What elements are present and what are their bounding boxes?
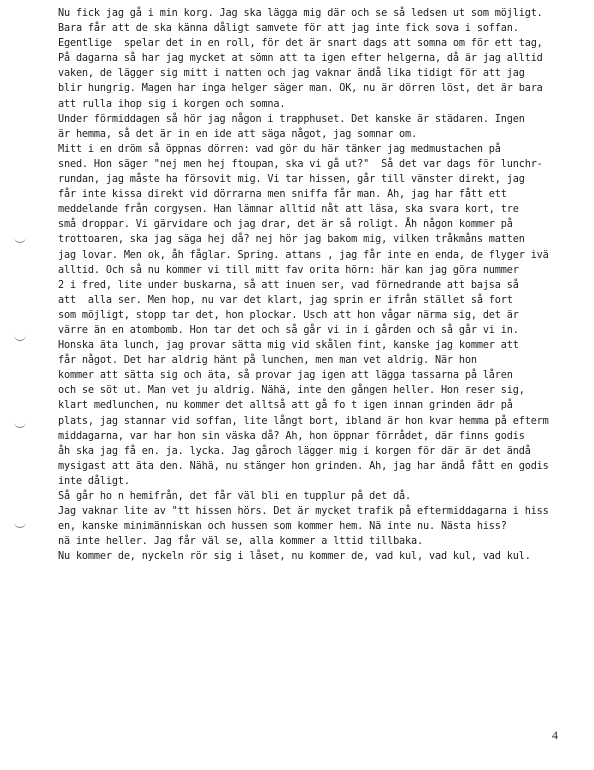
margin-mark — [14, 334, 26, 341]
text-line: middagarna, var har hon sin väska då? Ah, hon öppnar förrådet, där finns godis — [58, 430, 525, 442]
text-line: Egentlige spelar det in en roll, för det är snart dags att somna om för ett tag, — [58, 38, 543, 50]
text-line: Mitt i en dröm så öppnas dörren: vad gör du här tänker jag medmustachen på — [58, 143, 501, 155]
text-line: att rulla ihop sig i korgen och somna. — [58, 98, 286, 110]
text-line: plats, jag stannar vid soffan, lite långt bort, ibland är hon kvar hemma på efterm — [58, 415, 549, 427]
text-line: sned. Hon säger "nej men hej ftoupan, ska vi gå ut?" Så det var dags för lunchr- — [58, 158, 543, 170]
text-line: och se söt ut. Man vet ju aldrig. Nähä, inte den gången heller. Hon reser sig, — [58, 385, 525, 397]
text-line: Honska äta lunch, jag provar sätta mig vid skålen fint, kanske jag kommer att — [58, 340, 519, 352]
text-line: värre än en atombomb. Hon tar det och så går vi in i gården och så går vi in. — [58, 324, 519, 336]
text-line: Så går ho n hemifrån, det får väl bli en tupplur på det då. — [58, 491, 412, 502]
text-line: Under förmiddagen så hör jag någon i trapphuset. Det kanske är städaren. Ingen — [58, 113, 525, 125]
typewritten-text — [58, 6, 588, 564]
text-line: klart medlunchen, nu kommer det alltså att gå fo t igen innan grinden ädr på — [58, 400, 513, 412]
text-line: mysigast att äta den. Nähä, nu stänger hon grinden. Ah, jag har ändå fått en godis — [58, 460, 549, 472]
text-line: rundan, jag måste ha försovit mig. Vi tar hissen, går till vänster direkt, jag — [58, 174, 525, 186]
text-line: att alla ser. Men hop, nu var det klart, jag sprin er ifrån stället så fort — [58, 294, 513, 306]
text-line: får något. Det har aldrig hänt på lunchen, men man vet aldrig. När hon — [58, 355, 477, 367]
text-line: nä inte heller. Jag får väl se, alla kommer a lttid tillbaka. — [58, 536, 423, 548]
text-line: På dagarna så har jag mycket at sömn att ta igen efter helgerna, då är jag alltid — [58, 53, 543, 65]
text-line: åh ska jag få en. ja. lycka. Jag gåroch lägger mig i korgen för där är det ändå — [58, 445, 531, 457]
text-line: kommer att sätta sig och äta, så provar jag igen att lägga tassarna på låren — [58, 370, 513, 382]
text-line: inte dåligt. — [58, 475, 130, 487]
text-line: som möjligt, stopp tar det, hon plockar. Usch att hon vågar närma sig, det är — [58, 309, 519, 321]
text-line: 2 i fred, lite under buskarna, så att inuen ser, vad förnedrande att bajsa så — [58, 279, 519, 291]
margin-mark — [14, 421, 26, 428]
text-line: trottoaren, ska jag säga hej då? nej hör jag bakom mig, vilken tråkmåns matten — [58, 234, 525, 246]
text-line: meddelande från corgysen. Han lämnar alltid nåt att läsa, ska svara kort, tre — [58, 204, 519, 216]
text-line: får inte kissa direkt vid dörrarna men sniffa får man. Ah, jag har fått ett — [58, 189, 507, 201]
text-line: Bara får att de ska känna dåligt samvete för att jag inte fick sova i soffan. — [58, 23, 519, 35]
text-line: Nu kommer de, nyckeln rör sig i låset, nu kommer de, vad kul, vad kul, vad kul. — [58, 551, 531, 563]
text-line: alltid. Och så nu kommer vi till mitt fav orita hörn: här kan jag göra nummer — [58, 264, 519, 276]
text-line: blir hungrig. Magen har inga helger säger man. OK, nu är dörren löst, det är bara — [58, 83, 543, 95]
margin-mark — [14, 236, 26, 243]
text-line: vaken, de lägger sig mitt i natten och jag vaknar ändå lika tidigt för att jag — [58, 68, 525, 80]
text-line: Nu fick jag gå i min korg. Jag ska lägga mig där och se så ledsen ut som möjligt. — [58, 8, 543, 19]
text-line: är hemma, så det är in en ide att säga något, jag somnar om. — [58, 128, 418, 140]
page-number: 4 — [552, 728, 558, 742]
text-line: jag lovar. Men ok, åh fåglar. Spring. attans , jag får inte en enda, de flyger ivä — [58, 249, 549, 261]
text-line: små droppar. Vi gärvidare och jag drar, det är så roligt. Åh någon kommer på — [58, 219, 513, 231]
margin-mark — [14, 521, 26, 528]
text-line: en, kanske minimänniskan och hussen som kommer hem. Nä inte nu. Nästa hiss? — [58, 521, 507, 533]
text-line: Jag vaknar lite av "tt hissen hörs. Det är mycket trafik på eftermiddagarna i hiss — [58, 506, 549, 518]
